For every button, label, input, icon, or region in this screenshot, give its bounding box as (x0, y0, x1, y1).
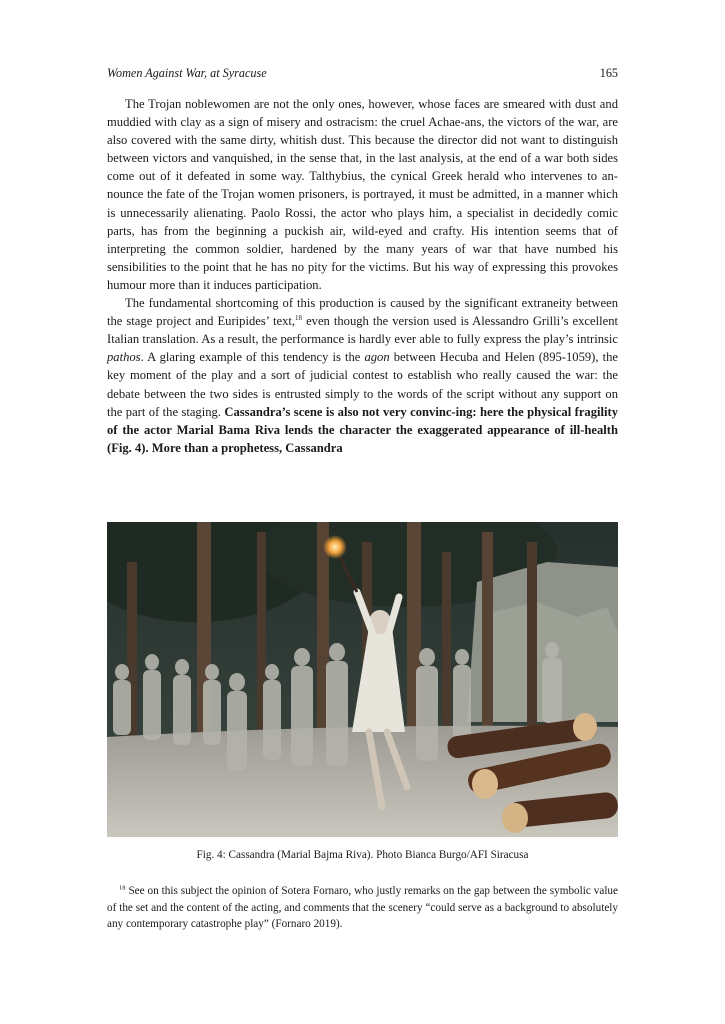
tree-trunk (482, 532, 493, 742)
pathos-term: pathos (107, 350, 141, 365)
cassandra-stage-photo (107, 522, 618, 837)
paragraph-2-part-d: between Hecuba and Helen (895-1059), the key moment of the play and a sort of judicial contest to establish who really caused the war: the debate between the two sides is entrusted simply to the words of the script without any support on the part of the staging. (107, 350, 618, 419)
footnote-text: See on this subject the opinion of Sotera Fornaro, who justly remarks on the gap between the symbolic value of the set and the content of the acting, and comments that the scenery “could serve as a background to absolutely any contemporary catastrophe play” (Fornaro 2019). (107, 885, 618, 930)
torch-flame (323, 535, 347, 559)
agon-term: agon (364, 350, 390, 365)
paragraph-2-part-b: even though the version used is Alessandro Grilli’s excellent Italian translation. As a result, the performance is hardly ever able to fully express the play’s intrinsic (107, 314, 618, 347)
figure-photo (107, 522, 618, 837)
paragraph-2 (107, 294, 618, 457)
paragraph-2-part-a: The fundamental shortcoming of this production is caused by the significant extraneity between the stage project and Euripides’ text, (107, 296, 618, 329)
tree-trunk (442, 552, 451, 742)
page-number: 165 (599, 66, 618, 80)
footnote (107, 883, 618, 933)
paragraph-2-part-c: . A glaring example of this tendency is the (140, 350, 365, 365)
running-head (107, 66, 618, 82)
footnote-number: 18 (119, 884, 126, 892)
paragraph-1: The Trojan noblewomen are not the only ones, however, whose faces are smeared with dust and muddied with clay as a sign of misery and ostracism: the cruel Achae-ans, the victors of the war, are also covered with the same dirty, whitish dust. This because the director did not want to distinguish between victors and vanquished, in the sense that, in the last analysis, at the end of a war both sides come out of it defeated in some way. Talthybius, the cynical Greek herald who intervenes to an-nounce the fate of the Trojan women prisoners, is portrayed, it must be admitted, in a manner which is unnecessarily alienating. Paolo Rossi, the actor who plays him, a specialist in decidedly comic parts, has from the beginning a puckish air, wild-eyed and crafty. His intention seems that of interpreting the common soldier, hardened by the many years of war that have numbed his sensibilities to the point that he has no pity for the victims. But his way of expressing this provokes humour more than it induces participation. (107, 97, 618, 292)
body-text (107, 95, 618, 457)
paragraph-2-part-e: Cassandra’s scene is also not very convinc-ing: here the physical fragility of the actor Marial Bama Riva lends the character the exaggerated appearance of ill-health (Fig. 4). More than a prophetess, Cassandra (107, 404, 618, 455)
figure-caption: Fig. 4: Cassandra (Marial Bajma Riva). Photo Bianca Burgo/AFI Siracusa (196, 849, 529, 861)
tree-trunk (527, 542, 537, 742)
footnote-reference[interactable]: 18 (295, 313, 303, 322)
footnote-18 (107, 883, 618, 933)
running-head-title: Women Against War, at Syracuse (107, 66, 267, 80)
